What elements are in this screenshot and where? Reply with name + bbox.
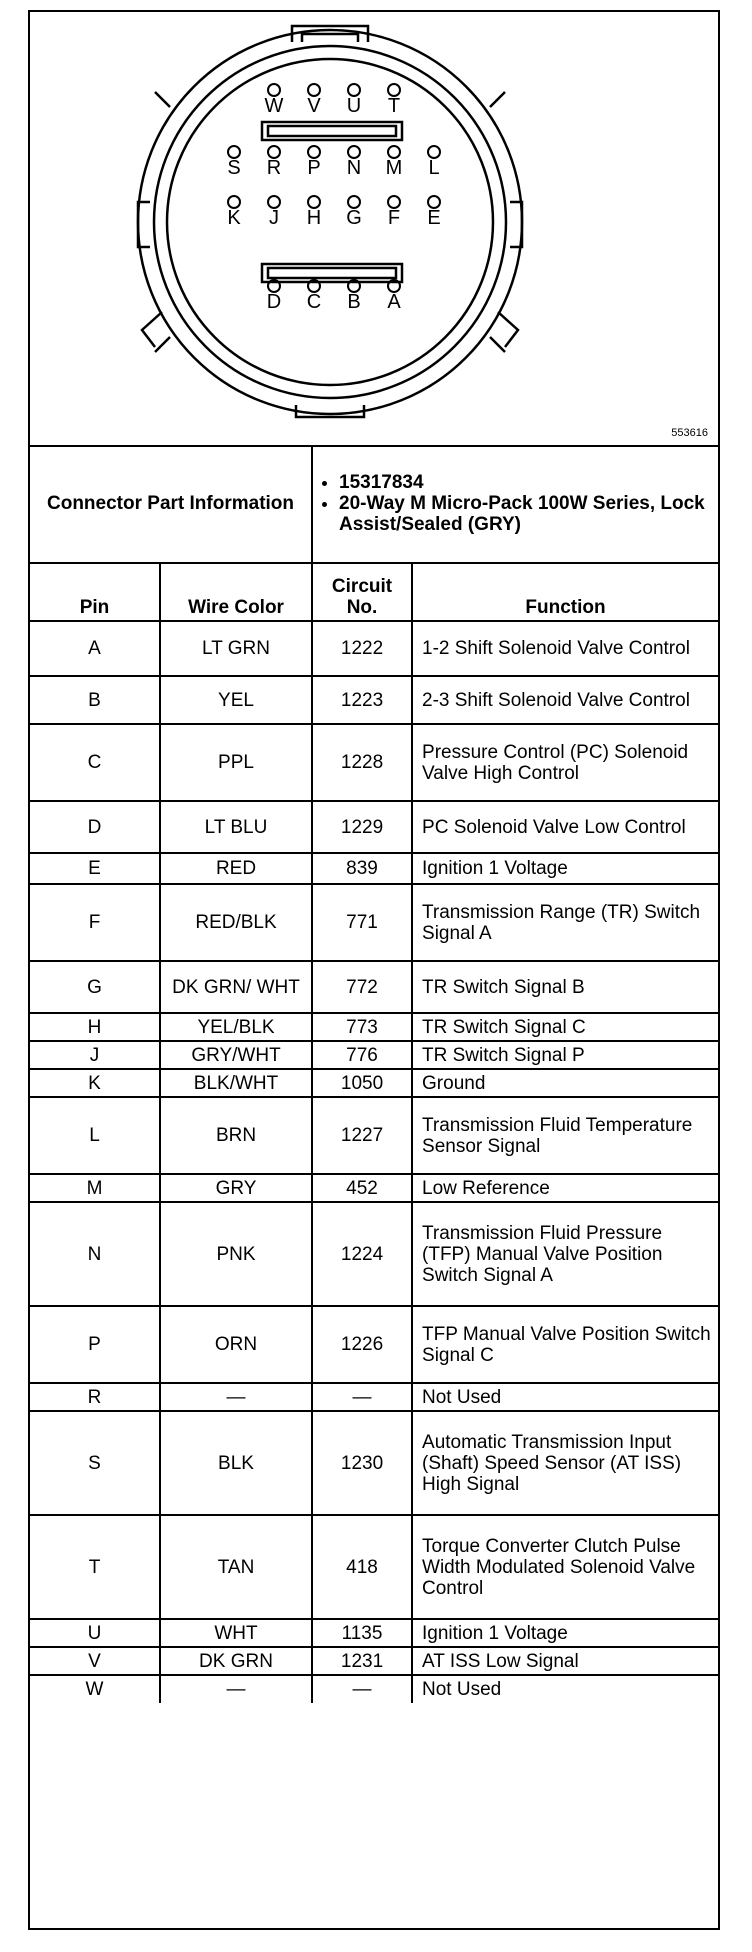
pin-cell: P — [30, 1306, 160, 1383]
table-row — [30, 1515, 718, 1619]
pin-label-h: H — [306, 207, 322, 229]
circuit-cell: 418 — [312, 1515, 412, 1619]
circuit-cell: 773 — [312, 1013, 412, 1041]
pin-cell: C — [30, 724, 160, 801]
pin-label-v: V — [307, 95, 321, 117]
function-cell: AT ISS Low Signal — [412, 1647, 718, 1675]
table-row — [30, 1013, 718, 1041]
circuit-cell: 1231 — [312, 1647, 412, 1675]
pin-label-b: B — [347, 291, 361, 313]
table-row — [30, 801, 718, 853]
pin-label-e: E — [427, 207, 441, 229]
circuit-cell: 839 — [312, 853, 412, 884]
pin-label-a: A — [387, 291, 401, 313]
table-row — [30, 1041, 718, 1069]
wire-color-cell: PNK — [160, 1202, 312, 1306]
table-row — [30, 1306, 718, 1383]
wire-color-cell: DK GRN — [160, 1647, 312, 1675]
pinout-table — [30, 445, 718, 1703]
wire-color-cell: GRY/WHT — [160, 1041, 312, 1069]
pin-cell: K — [30, 1069, 160, 1097]
function-cell: Automatic Transmission Input (Shaft) Speed Sensor (AT ISS) High Signal — [412, 1411, 718, 1515]
pin-label-r: R — [266, 157, 282, 179]
pin-cell: T — [30, 1515, 160, 1619]
circuit-cell: 1135 — [312, 1619, 412, 1647]
pin-label-p: P — [307, 157, 321, 179]
pin-cell: D — [30, 801, 160, 853]
pin-cell: F — [30, 884, 160, 961]
connector-info-details — [312, 445, 718, 563]
circuit-cell: 776 — [312, 1041, 412, 1069]
pin-cell: A — [30, 621, 160, 676]
table-row — [30, 676, 718, 724]
function-cell: Not Used — [412, 1675, 718, 1703]
function-cell: Ignition 1 Voltage — [412, 853, 718, 884]
wire-color-cell: TAN — [160, 1515, 312, 1619]
function-cell: Torque Converter Clutch Pulse Width Modulated Solenoid Valve Control — [412, 1515, 718, 1619]
pin-label-f: F — [387, 207, 401, 229]
table-row — [30, 961, 718, 1013]
header-wire-color: Wire Color — [160, 563, 312, 621]
wire-color-cell: DK GRN/ WHT — [160, 961, 312, 1013]
pin-cell: S — [30, 1411, 160, 1515]
pin-label-w: W — [264, 95, 284, 117]
circuit-cell: 1223 — [312, 676, 412, 724]
pin-cell: L — [30, 1097, 160, 1174]
table-row — [30, 884, 718, 961]
function-cell: TFP Manual Valve Position Switch Signal C — [412, 1306, 718, 1383]
circuit-cell: 1230 — [312, 1411, 412, 1515]
part-number: • 15317834 — [339, 472, 714, 493]
function-cell: Pressure Control (PC) Solenoid Valve High Control — [412, 724, 718, 801]
table-row — [30, 853, 718, 884]
function-cell: PC Solenoid Valve Low Control — [412, 801, 718, 853]
function-cell: 2-3 Shift Solenoid Valve Control — [412, 676, 718, 724]
wire-color-cell: — — [160, 1383, 312, 1411]
pin-cell: B — [30, 676, 160, 724]
pin-label-u: U — [346, 95, 362, 117]
pin-label-d: D — [266, 291, 282, 313]
function-cell: Low Reference — [412, 1174, 718, 1202]
pin-cell: G — [30, 961, 160, 1013]
connector-diagram-panel — [30, 12, 718, 447]
table-row — [30, 1097, 718, 1174]
wire-color-cell: RED — [160, 853, 312, 884]
function-cell: TR Switch Signal P — [412, 1041, 718, 1069]
connector-shell — [138, 26, 522, 417]
wire-color-cell: RED/BLK — [160, 884, 312, 961]
pin-cell: M — [30, 1174, 160, 1202]
pin-label-j: J — [269, 207, 279, 229]
part-description: • 20-Way M Micro-Pack 100W Series, Lock Assist/Sealed (GRY) — [339, 493, 714, 535]
pin-cell: U — [30, 1619, 160, 1647]
header-pin: Pin — [30, 563, 160, 621]
table-row — [30, 1675, 718, 1703]
wire-color-cell: WHT — [160, 1619, 312, 1647]
pin-cell: H — [30, 1013, 160, 1041]
connector-sheet — [28, 10, 720, 1930]
pin-cell: E — [30, 853, 160, 884]
table-row — [30, 621, 718, 676]
circuit-cell: 1229 — [312, 801, 412, 853]
circuit-cell: 1050 — [312, 1069, 412, 1097]
circuit-cell: 1228 — [312, 724, 412, 801]
table-row — [30, 1174, 718, 1202]
function-cell: 1-2 Shift Solenoid Valve Control — [412, 621, 718, 676]
pin-label-n: N — [346, 157, 362, 179]
wire-color-cell: GRY — [160, 1174, 312, 1202]
pin-label-m: M — [385, 157, 403, 179]
circuit-cell: 1226 — [312, 1306, 412, 1383]
wire-color-cell: LT GRN — [160, 621, 312, 676]
wire-color-cell: PPL — [160, 724, 312, 801]
connector-part-list — [317, 472, 714, 535]
table-row — [30, 1202, 718, 1306]
table-row — [30, 1383, 718, 1411]
circuit-cell: 452 — [312, 1174, 412, 1202]
wire-color-cell: — — [160, 1675, 312, 1703]
header-circuit-no: Circuit No. — [312, 563, 412, 621]
pin-label-s: S — [227, 157, 241, 179]
function-cell: Transmission Fluid Pressure (TFP) Manual Valve Position Switch Signal A — [412, 1202, 718, 1306]
pin-cell: V — [30, 1647, 160, 1675]
table-row — [30, 1411, 718, 1515]
circuit-cell: — — [312, 1675, 412, 1703]
connector-info-label: Connector Part Information — [30, 445, 312, 563]
wire-color-cell: LT BLU — [160, 801, 312, 853]
pin-label-c: C — [306, 291, 322, 313]
table-row — [30, 1647, 718, 1675]
column-header-row — [30, 563, 718, 621]
circuit-cell: — — [312, 1383, 412, 1411]
function-cell: TR Switch Signal C — [412, 1013, 718, 1041]
pin-label-k: K — [227, 207, 241, 229]
pin-label-g: G — [346, 207, 362, 229]
connector-info-row — [30, 445, 718, 563]
function-cell: Transmission Fluid Temperature Sensor Signal — [412, 1097, 718, 1174]
wire-color-cell: YEL — [160, 676, 312, 724]
function-cell: Transmission Range (TR) Switch Signal A — [412, 884, 718, 961]
wire-color-cell: BLK — [160, 1411, 312, 1515]
wire-color-cell: BRN — [160, 1097, 312, 1174]
circuit-cell: 772 — [312, 961, 412, 1013]
figure-number: 553616 — [671, 427, 708, 439]
pin-cell: J — [30, 1041, 160, 1069]
table-row — [30, 1619, 718, 1647]
table-row — [30, 724, 718, 801]
circuit-cell: 1222 — [312, 621, 412, 676]
function-cell: Ignition 1 Voltage — [412, 1619, 718, 1647]
pin-cell: W — [30, 1675, 160, 1703]
pin-cell: R — [30, 1383, 160, 1411]
wire-color-cell: BLK/WHT — [160, 1069, 312, 1097]
circuit-cell: 771 — [312, 884, 412, 961]
wire-color-cell: ORN — [160, 1306, 312, 1383]
function-cell: Not Used — [412, 1383, 718, 1411]
table-row — [30, 1069, 718, 1097]
header-function: Function — [412, 563, 718, 621]
circuit-cell: 1227 — [312, 1097, 412, 1174]
pin-cell: N — [30, 1202, 160, 1306]
function-cell: TR Switch Signal B — [412, 961, 718, 1013]
pin-label-l: L — [428, 157, 440, 179]
connector-face-drawing — [30, 12, 718, 445]
circuit-cell: 1224 — [312, 1202, 412, 1306]
pin-label-t: T — [387, 95, 401, 117]
function-cell: Ground — [412, 1069, 718, 1097]
wire-color-cell: YEL/BLK — [160, 1013, 312, 1041]
